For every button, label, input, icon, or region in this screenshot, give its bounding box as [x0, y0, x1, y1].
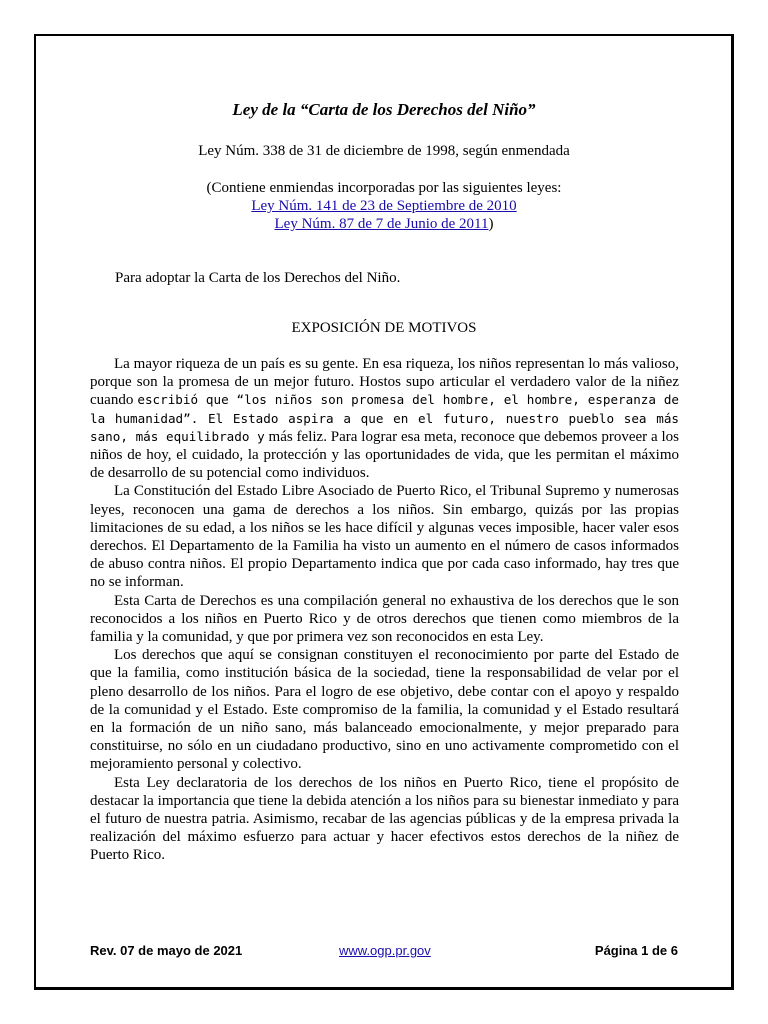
- footer-website-link[interactable]: www.ogp.pr.gov: [339, 943, 431, 958]
- document-body: [90, 355, 679, 865]
- amendment-link-2010[interactable]: Ley Núm. 141 de 23 de Septiembre de 2010: [251, 198, 517, 214]
- section-heading: EXPOSICIÓN DE MOTIVOS: [291, 320, 477, 336]
- paragraph-5: Esta Ley declaratoria de los derechos de los niños en Puerto Rico, tiene el propósito de destacar la importancia que tiene la debida atención a los niños para su bienestar inmediato y para el futuro de nuestra patria. Asimismo, recabar de las agencias públicas y de la empresa privada la realización del máximo esfuerzo para actuar y hacer efectivos estos derechos de la niñez de Puerto Rico.: [90, 774, 679, 864]
- footer-page-number: Página 1 de 6: [594, 943, 678, 958]
- paragraph-3: Esta Carta de Derechos es una compilación general no exhaustiva de los derechos que le son reconocidos a los niños en Puerto Rico y de otros derechos que tienen como miembros de la familia y la comunidad, y que por primera vez son reconocidos en esta Ley.: [90, 592, 679, 646]
- paragraph-2: La Constitución del Estado Libre Asociado de Puerto Rico, el Tribunal Supremo y numerosas leyes, reconocen una gama de derechos a los niños. Sin embargo, quizás por las propias limitaciones de su edad, a los niños se les hace difícil y algunas veces imposible, hacer valer esos derechos. El Departamento de la Familia ha visto un aumento en el número de casos informados de abuso contra niños. El propio Departamento indica que por cada caso informado, hay tres que no se informan.: [90, 483, 679, 591]
- document-subtitle: Ley Núm. 338 de 31 de diciembre de 1998, según enmendada: [198, 143, 570, 159]
- footer-revision: Rev. 07 de mayo de 2021: [90, 943, 243, 958]
- paragraph-1-part-c: más feliz. Para lograr esa meta, reconoce que debemos proveer a los niños de hoy, el cuidado, la protección y las oportunidades de vida, que les permitan el máximo de desarrollo de su potencial como individuos.: [90, 428, 680, 482]
- paragraph-4: Los derechos que aquí se consignan constituyen el reconocimiento por parte del Estado de que la familia, como institución básica de la sociedad, tiene la responsabilidad de velar por el pleno desarrollo de los niños. Para el logro de ese objetivo, debe contar con el apoyo y respaldo de la comunidad y el Estado. Este compromiso de la familia, la comunidad y el Estado resultará en la formación de un niño sano, más balanceado emocionalmente, y mejor preparado para constituirse, no sólo en un ciudadano productivo, sino en uno activamente comprometido con el mejoramiento personal y colectivo.: [90, 647, 679, 773]
- paragraph-1-quote: escribió que “los niños son promesa del hombre, el hombre, esperanza de la humanidad”. El Estado aspira a que en el futuro, nuestro pueblo sea más sano, más equilibrado y: [90, 392, 679, 444]
- amendment-link-2011[interactable]: Ley Núm. 87 de 7 de Junio de 2011: [274, 216, 489, 232]
- amendments-block: [0, 179, 768, 233]
- amendments-close: ): [488, 216, 494, 232]
- paragraph-1: [90, 355, 679, 482]
- paragraph-1-part-a: La mayor riqueza de un país es su gente. En esa riqueza, los niños representan lo más valioso, porque son la promesa de un mejor futuro. Hostos supo articular el verdadero valor de la niñez cuando: [90, 356, 679, 409]
- purpose-statement: Para adoptar la Carta de los Derechos del Niño.: [115, 270, 401, 286]
- document-title: Ley de la “Carta de los Derechos del Niño”: [232, 100, 536, 119]
- amendments-intro: (Contiene enmiendas incorporadas por las siguientes leyes:: [206, 180, 562, 196]
